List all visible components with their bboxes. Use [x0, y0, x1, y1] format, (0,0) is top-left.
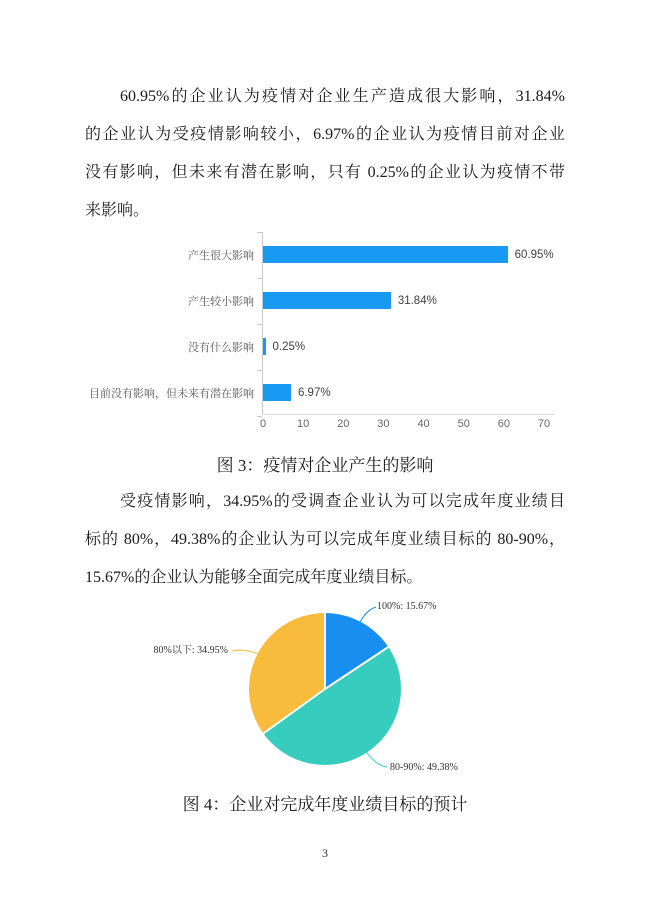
paragraph-line: 的企业认为受疫情影响较小，6.97%的企业认为疫情目前对企业	[85, 126, 565, 143]
pie-leader-line	[359, 607, 376, 624]
paragraph-line: 没有影响，但未来有潜在影响，只有 0.25%的企业认为疫情不带	[85, 164, 565, 181]
y-axis-tick	[257, 232, 262, 233]
pie-slice-label: 80-90%: 49.38%	[390, 762, 458, 773]
bar-value-label: 60.95%	[514, 249, 554, 261]
bar-category-label: 产生很大影响	[188, 250, 254, 262]
y-axis-tick	[257, 416, 262, 417]
bar	[263, 292, 391, 309]
y-axis-tick	[257, 278, 262, 279]
pie-chart-figure4	[140, 590, 510, 790]
paragraph-line: 来影响。	[85, 202, 150, 219]
x-axis-tick-label: 20	[337, 418, 350, 430]
y-axis-tick	[257, 324, 262, 325]
pie-slice-label: 100%: 15.67%	[377, 601, 437, 612]
paragraph-line: 60.95%的企业认为疫情对企业生产造成很大影响，31.84%	[120, 88, 565, 105]
x-axis-tick-label: 10	[297, 418, 310, 430]
x-axis-tick-label: 40	[417, 418, 430, 430]
paragraph-line: 15.67%的企业认为能够全面完成年度业绩目标。	[85, 569, 423, 586]
bar-category-label: 目前没有影响，但未来有潜在影响	[89, 388, 254, 400]
paragraph-line: 标的 80%，49.38%的企业认为可以完成年度业绩目标的 80-90%，	[85, 531, 565, 548]
bar-row	[96, 278, 566, 324]
pie-leader-line	[366, 752, 387, 767]
figure3-caption: 图 3：疫情对企业产生的影响	[216, 456, 434, 475]
pie-leader-line	[232, 650, 262, 655]
pie-slice-separator	[324, 613, 326, 689]
bar	[263, 384, 291, 401]
pie-slice-label: 80%以下: 34.95%	[153, 645, 228, 656]
y-axis-tick	[257, 370, 262, 371]
x-axis-tick-label: 50	[457, 418, 470, 430]
paragraph-targets	[85, 483, 565, 597]
bar-chart-figure3	[89, 226, 566, 440]
x-axis-tick-label: 30	[377, 418, 390, 430]
bar-category-label: 产生较小影响	[188, 296, 254, 308]
x-axis-tick-label: 0	[259, 418, 267, 430]
bar	[263, 338, 266, 355]
bar-row	[96, 324, 566, 370]
x-axis-tick-label: 70	[537, 418, 551, 430]
bar-value-label: 6.97%	[297, 387, 331, 399]
bar-row	[89, 370, 566, 416]
bar-value-label: 0.25%	[272, 341, 306, 353]
bar-row	[96, 232, 566, 278]
page-number: 3	[322, 846, 328, 860]
bar-category-label: 没有什么影响	[188, 342, 254, 354]
bar-value-label: 31.84%	[397, 295, 437, 307]
x-axis-tick-label: 60	[497, 418, 510, 430]
paragraph-line: 受疫情影响，34.95%的受调查企业认为可以完成年度业绩目	[120, 493, 565, 510]
figure4-caption: 图 4：企业对完成年度业绩目标的预计	[182, 795, 468, 814]
paragraph-impact	[85, 78, 565, 230]
bar	[263, 246, 508, 263]
